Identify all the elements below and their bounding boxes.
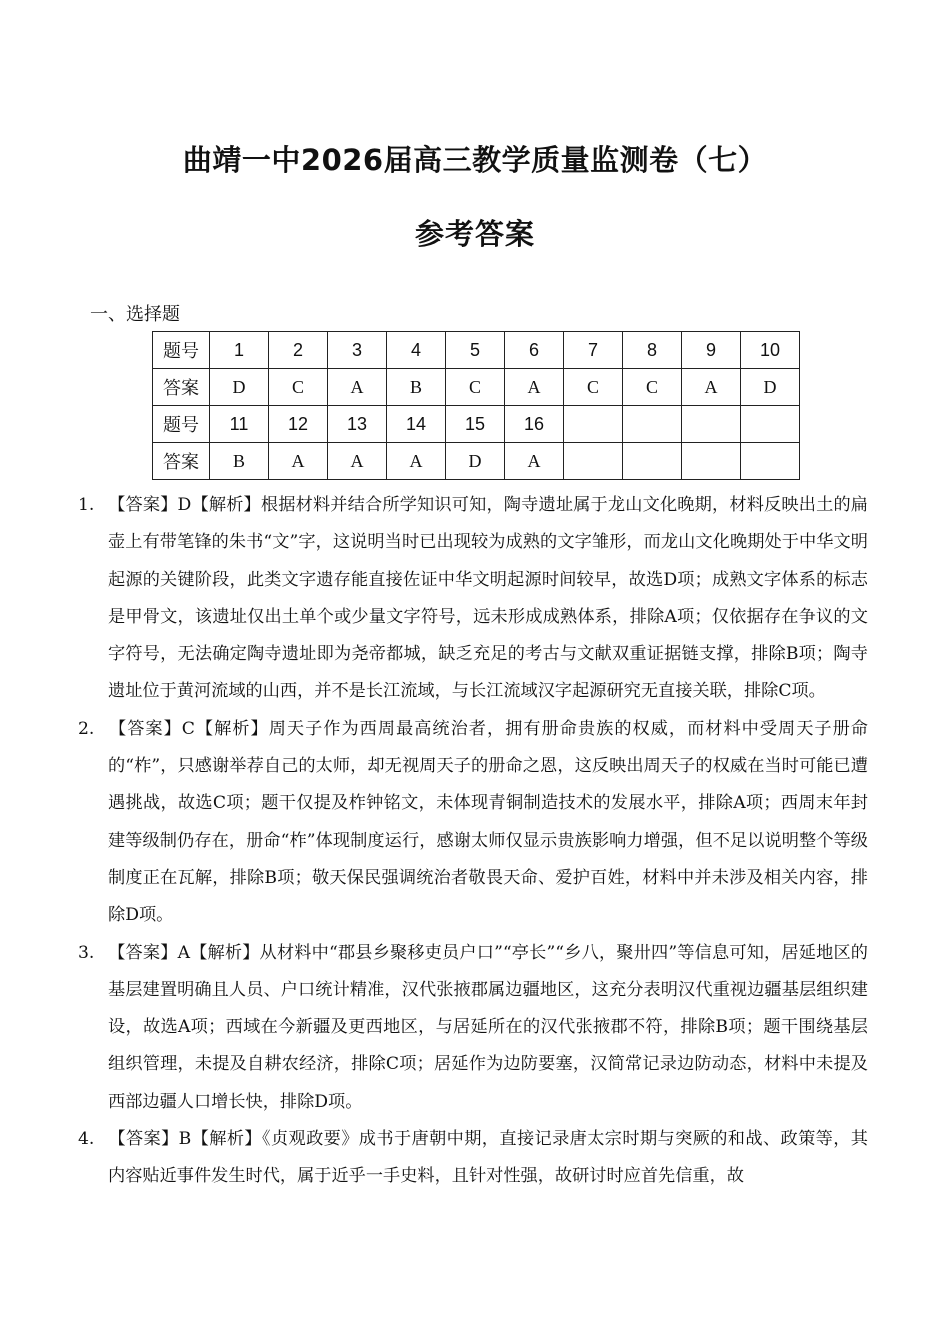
answer-cell: D — [210, 369, 269, 406]
explanation-item — [78, 1121, 868, 1196]
answer-cell: B — [387, 369, 446, 406]
question-number-cell: 1 — [210, 332, 269, 369]
answer-cell: C — [269, 369, 328, 406]
explanation-number: 4. — [78, 1129, 95, 1150]
explanation-text: 【答案】C【解析】周天子作为西周最高统治者，拥有册命贵族的权威，而材料中受周天子册命的“柞”，只感谢举荐自己的太师，却无视周天子的册命之恩，这反映出周天子的权威在当时可能已遭遇挑战，故选C项；题干仅提及柞钟铭文，未体现青铜制造技术的发展水平，排除A项；西周末年封建等级制仍存在，册命“柞”体现制度运行，感谢太师仅显示贵族影响力增强，但不足以说明整个等级制度正在瓦解，排除B项；敬天保民强调统治者敬畏天命、爱护百姓，材料中并未涉及相关内容，排除D项。 — [108, 718, 868, 926]
question-number-cell: 3 — [328, 332, 387, 369]
question-number-cell: 11 — [210, 406, 269, 443]
question-number-cell: 4 — [387, 332, 446, 369]
question-number-row — [153, 332, 800, 369]
explanation-text: 【答案】A【解析】从材料中“郡县乡聚移吏员户口”“亭长”“乡八，聚卅四”等信息可知，居延地区的基层建置明确且人员、户口统计精准，汉代张掖郡属边疆地区，这充分表明汉代重视边疆基层组织建设，故选A项；西域在今新疆及更西地区，与居延所在的汉代张掖郡不符，排除B项；题干围绕基层组织管理，未提及自耕农经济，排除C项；居延作为边防要塞，汉简常记录边防动态，材料中未提及西部边疆人口增长快，排除D项。 — [108, 942, 868, 1112]
explanation-text: 【答案】D【解析】根据材料并结合所学知识可知，陶寺遗址属于龙山文化晚期，材料反映出土的扁壶上有带笔锋的朱书“文”字，这说明当时已出现较为成熟的文字雏形，而龙山文化晚期处于中华文明起源的关键阶段，此类文字遗存能直接佐证中华文明起源时间较早，故选D项；成熟文字体系的标志是甲骨文，该遗址仅出土单个或少量文字符号，远未形成成熟体系，排除A项；仅依据存在争议的文字符号，无法确定陶寺遗址即为尧帝都城，缺乏充足的考古与文献双重证据链支撑，排除B项；陶寺遗址位于黄河流域的山西，并不是长江流域，与长江流域汉字起源研究无直接关联，排除C项。 — [108, 495, 868, 702]
answer-cell: C — [564, 369, 623, 406]
question-number-cell: 5 — [446, 332, 505, 369]
answer-cell: C — [446, 369, 505, 406]
answer-cell: A — [505, 443, 564, 480]
question-number-cell — [623, 406, 682, 443]
explanation-number: 1. — [78, 495, 95, 515]
answer-cell — [741, 443, 800, 480]
question-number-cell: 16 — [505, 406, 564, 443]
row-label: 答案 — [153, 369, 210, 406]
row-label: 题号 — [153, 332, 210, 369]
explanation-item — [78, 487, 868, 711]
answer-cell: A — [505, 369, 564, 406]
answer-cell: C — [623, 369, 682, 406]
answer-cell: A — [387, 443, 446, 480]
page-title: 曲靖一中2026届高三教学质量监测卷（七） — [182, 143, 768, 177]
answer-cell: A — [682, 369, 741, 406]
question-number-cell: 12 — [269, 406, 328, 443]
question-number-cell: 15 — [446, 406, 505, 443]
question-number-cell: 10 — [741, 332, 800, 369]
answer-cell — [682, 443, 741, 480]
explanation-item — [78, 935, 868, 1121]
answer-cell — [623, 443, 682, 480]
answer-row — [153, 443, 800, 480]
answer-cell: A — [328, 369, 387, 406]
question-number-cell: 6 — [505, 332, 564, 369]
answer-cell: D — [446, 443, 505, 480]
question-number-cell — [741, 406, 800, 443]
page-subtitle: 参考答案 — [414, 217, 535, 251]
explanations-list — [78, 487, 868, 1196]
question-number-cell: 14 — [387, 406, 446, 443]
question-number-cell: 7 — [564, 332, 623, 369]
explanation-number: 3. — [78, 942, 95, 963]
question-number-cell: 13 — [328, 406, 387, 443]
answer-cell: D — [741, 369, 800, 406]
answer-cell: A — [269, 443, 328, 480]
question-number-row — [153, 406, 800, 443]
answer-table — [152, 331, 800, 480]
answer-cell: B — [210, 443, 269, 480]
question-number-cell: 9 — [682, 332, 741, 369]
answer-cell: A — [328, 443, 387, 480]
answer-cell — [564, 443, 623, 480]
question-number-cell: 2 — [269, 332, 328, 369]
row-label: 答案 — [153, 443, 210, 480]
section-heading: 一、选择题 — [90, 304, 180, 325]
answer-row — [153, 369, 800, 406]
question-number-cell: 8 — [623, 332, 682, 369]
question-number-cell — [682, 406, 741, 443]
row-label: 题号 — [153, 406, 210, 443]
question-number-cell — [564, 406, 623, 443]
explanation-number: 2. — [78, 718, 95, 739]
explanation-text: 【答案】B【解析】《贞观政要》成书于唐朝中期，直接记录唐太宗时期与突厥的和战、政策等，其内容贴近事件发生时代，属于近乎一手史料，且针对性强，故研讨时应首先信重，故 — [108, 1129, 868, 1187]
explanation-item — [78, 711, 868, 935]
